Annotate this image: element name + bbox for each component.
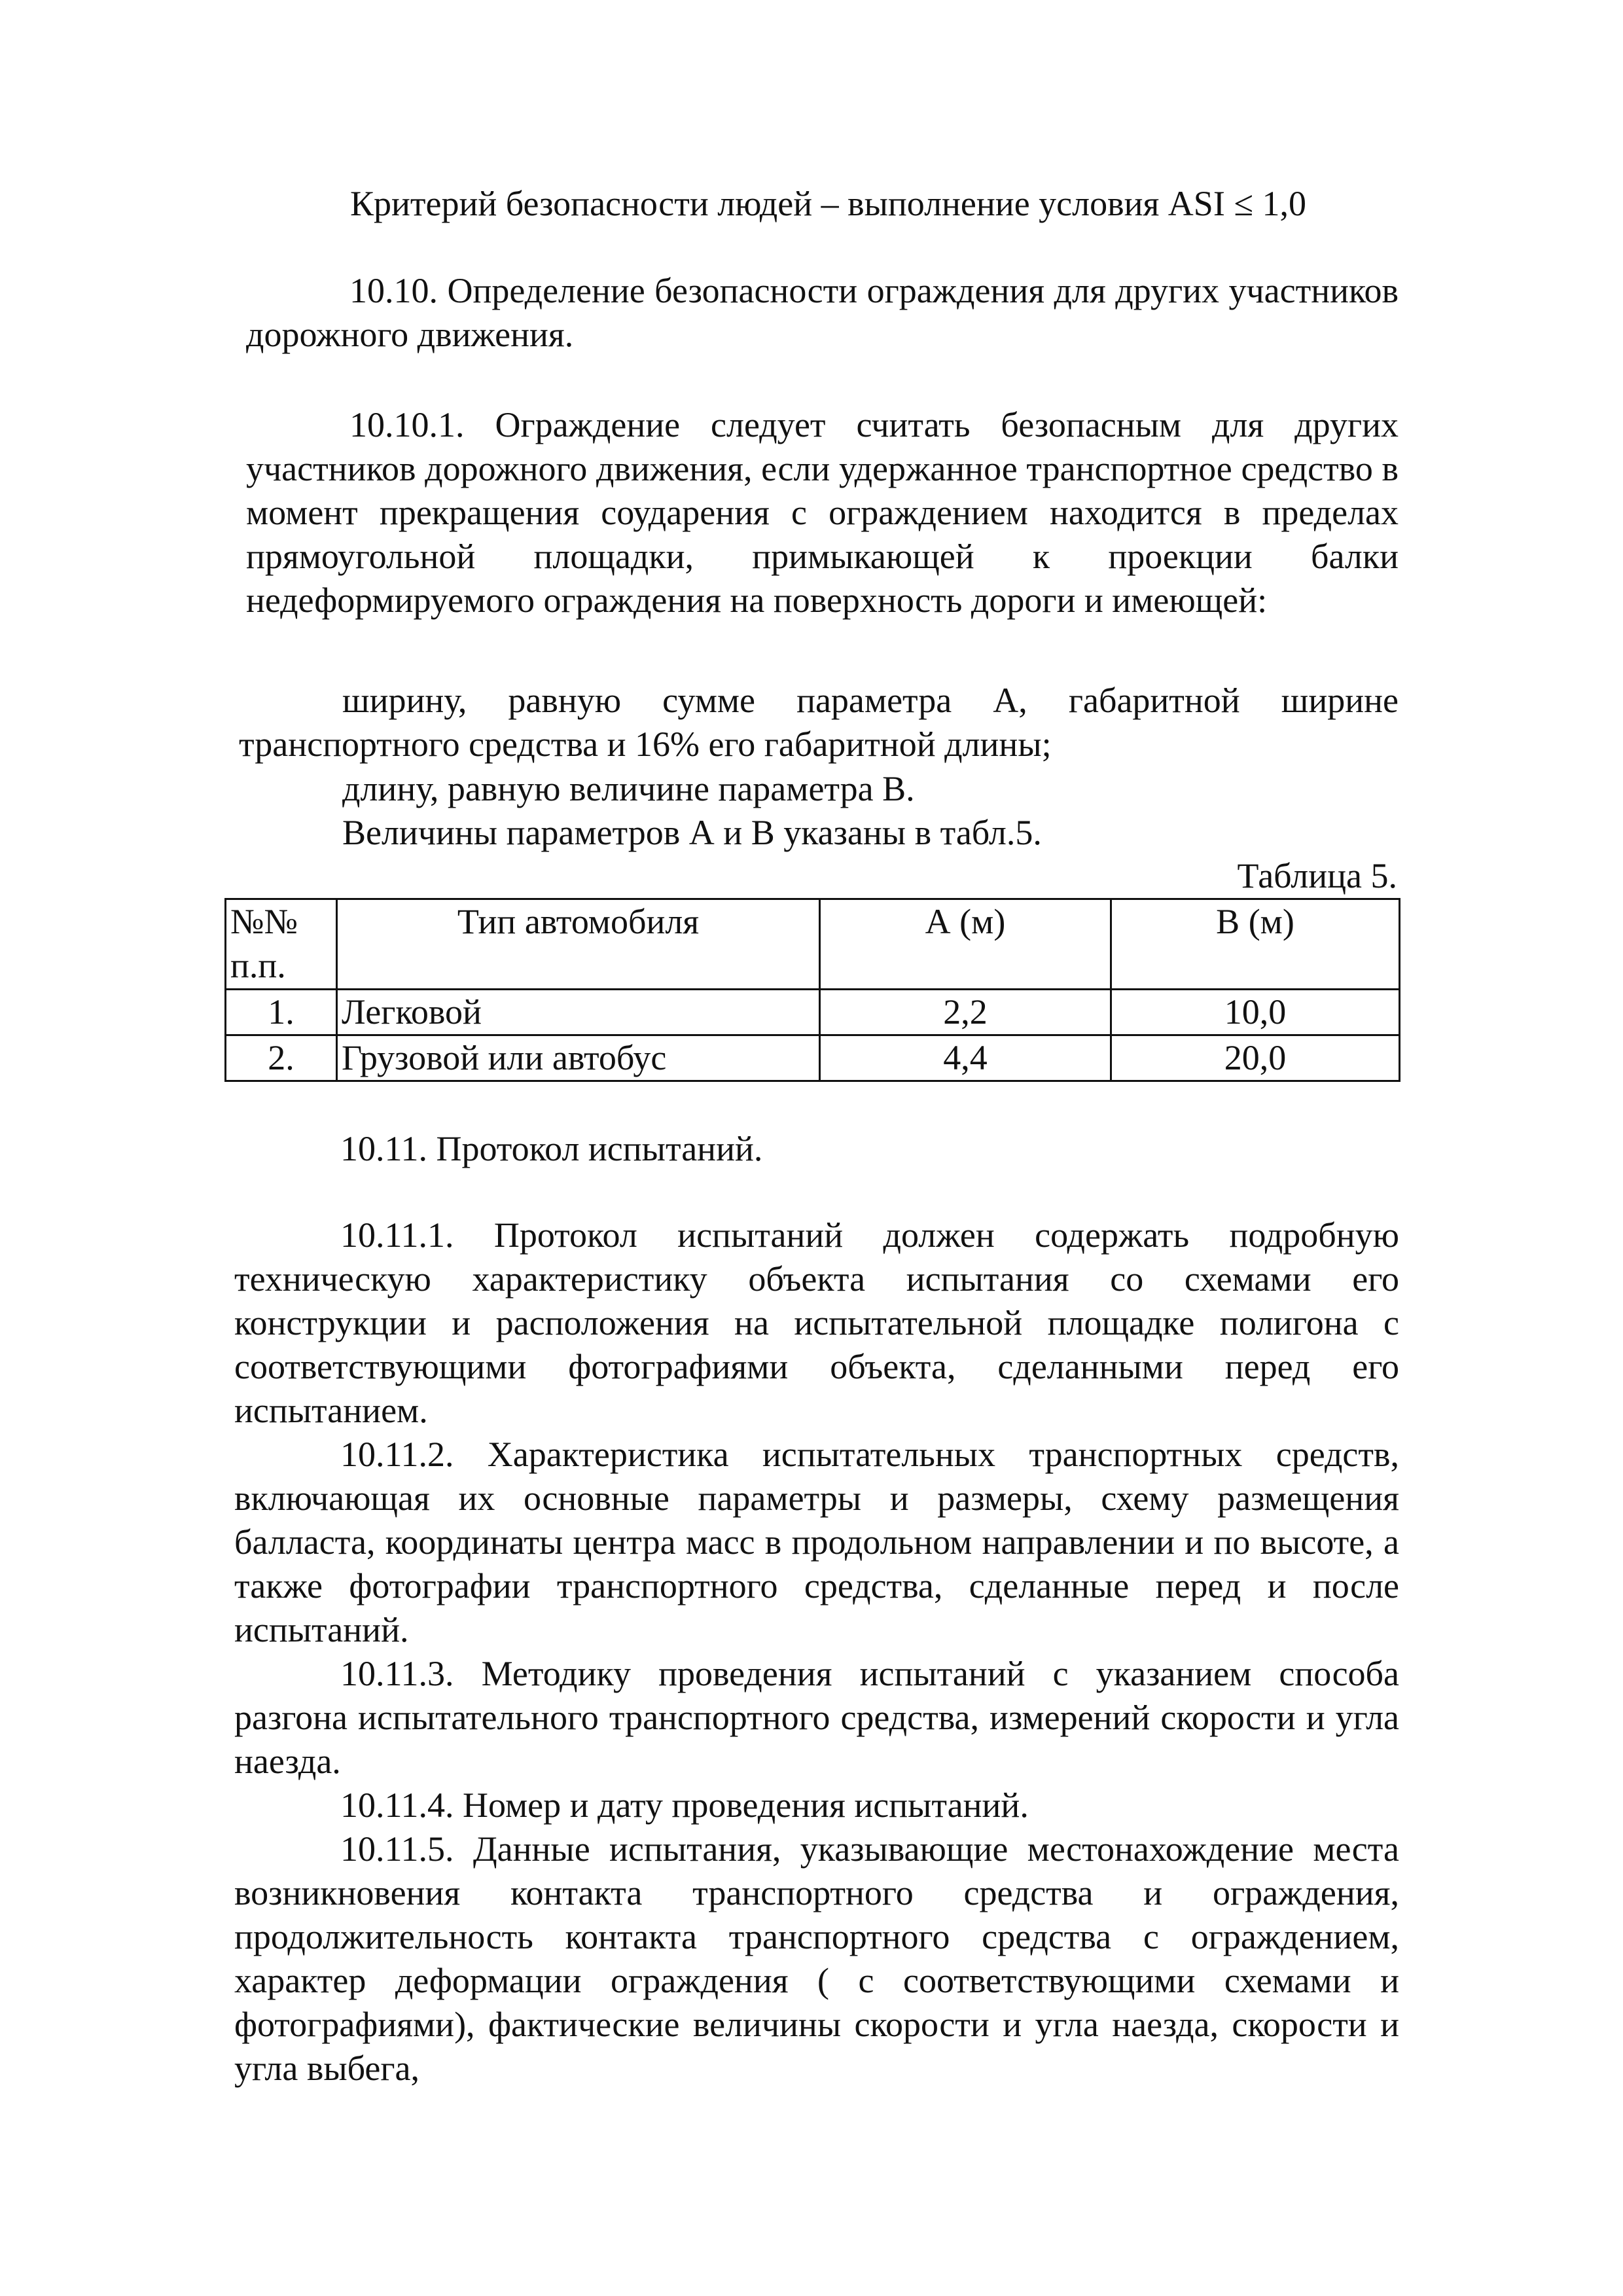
length-definition: длину, равную величине параметра В. xyxy=(342,769,915,808)
safety-criterion: Критерий безопасности людей – выполнение условия ASI ≤ 1,0 xyxy=(350,184,1306,223)
header-param-a: А (м) xyxy=(820,899,1111,990)
section-10-10-1: 10.10.1. Ограждение следует считать безопасным для других участников дорожного движения, если удержанное транспортное средство в момент прекращения соударения с ограждением находится в пределах прямоугольной площадки, примыкающей к проекции балки недеформируемого ограждения на поверхность дороги и имеющей: xyxy=(246,405,1399,620)
section-10-10: 10.10. Определение безопасности ограждения для других участников дорожного движения. xyxy=(246,271,1399,354)
header-param-b: В (м) xyxy=(1111,899,1400,990)
table-caption: Таблица 5. xyxy=(1237,856,1397,895)
section-10-11-2: 10.11.2. Характеристика испытательных транспортных средств, включающая их основные параметры и размеры, схему размещения балласта, координаты центра масс в продольном направлении и по высоте, а также фотографии транспортного средства, сделанные перед и после испытаний. xyxy=(234,1435,1399,1649)
table-header-row xyxy=(226,899,1400,990)
parameters-table xyxy=(224,898,1400,1082)
row-param-b: 20,0 xyxy=(1111,1035,1400,1081)
row-vehicle-type: Грузовой или автобус xyxy=(337,1035,820,1081)
row-number: 2. xyxy=(226,1035,337,1081)
row-vehicle-type: Легковой xyxy=(337,990,820,1035)
parameters-note: Величины параметров А и В указаны в табл.5. xyxy=(342,813,1042,852)
section-10-11-5: 10.11.5. Данные испытания, указывающие местонахождение места возникновения контакта транспортного средства и ограждения, продолжительность контакта транспортного средства с ограждением, характер деформации ограждения ( с соответствующими схемами и фотографиями), фактические величины скорости и угла наезда, скорости и угла выбега, xyxy=(234,1829,1399,2088)
row-number: 1. xyxy=(226,990,337,1035)
section-10-11: 10.11. Протокол испытаний. xyxy=(340,1129,763,1168)
row-param-b: 10,0 xyxy=(1111,990,1400,1035)
table-row xyxy=(226,990,1400,1035)
section-10-11-1: 10.11.1. Протокол испытаний должен содержать подробную техническую характеристику объекта испытания со схемами его конструкции и расположения на испытательной площадке полигона с соответствующими фотографиями объекта, сделанными перед его испытанием. xyxy=(234,1215,1399,1430)
section-10-11-3: 10.11.3. Методику проведения испытаний с указанием способа разгона испытательного транспортного средства, измерений скорости и угла наезда. xyxy=(234,1654,1399,1781)
section-10-11-4: 10.11.4. Номер и дату проведения испытаний. xyxy=(340,1785,1029,1825)
header-number: №№ п.п. xyxy=(226,899,337,990)
table-row xyxy=(226,1035,1400,1081)
header-vehicle-type: Тип автомобиля xyxy=(337,899,820,990)
row-param-a: 4,4 xyxy=(820,1035,1111,1081)
width-definition: ширину, равную сумме параметра А, габаритной ширине транспортного средства и 16% его габаритной длины; xyxy=(239,681,1399,764)
row-param-a: 2,2 xyxy=(820,990,1111,1035)
